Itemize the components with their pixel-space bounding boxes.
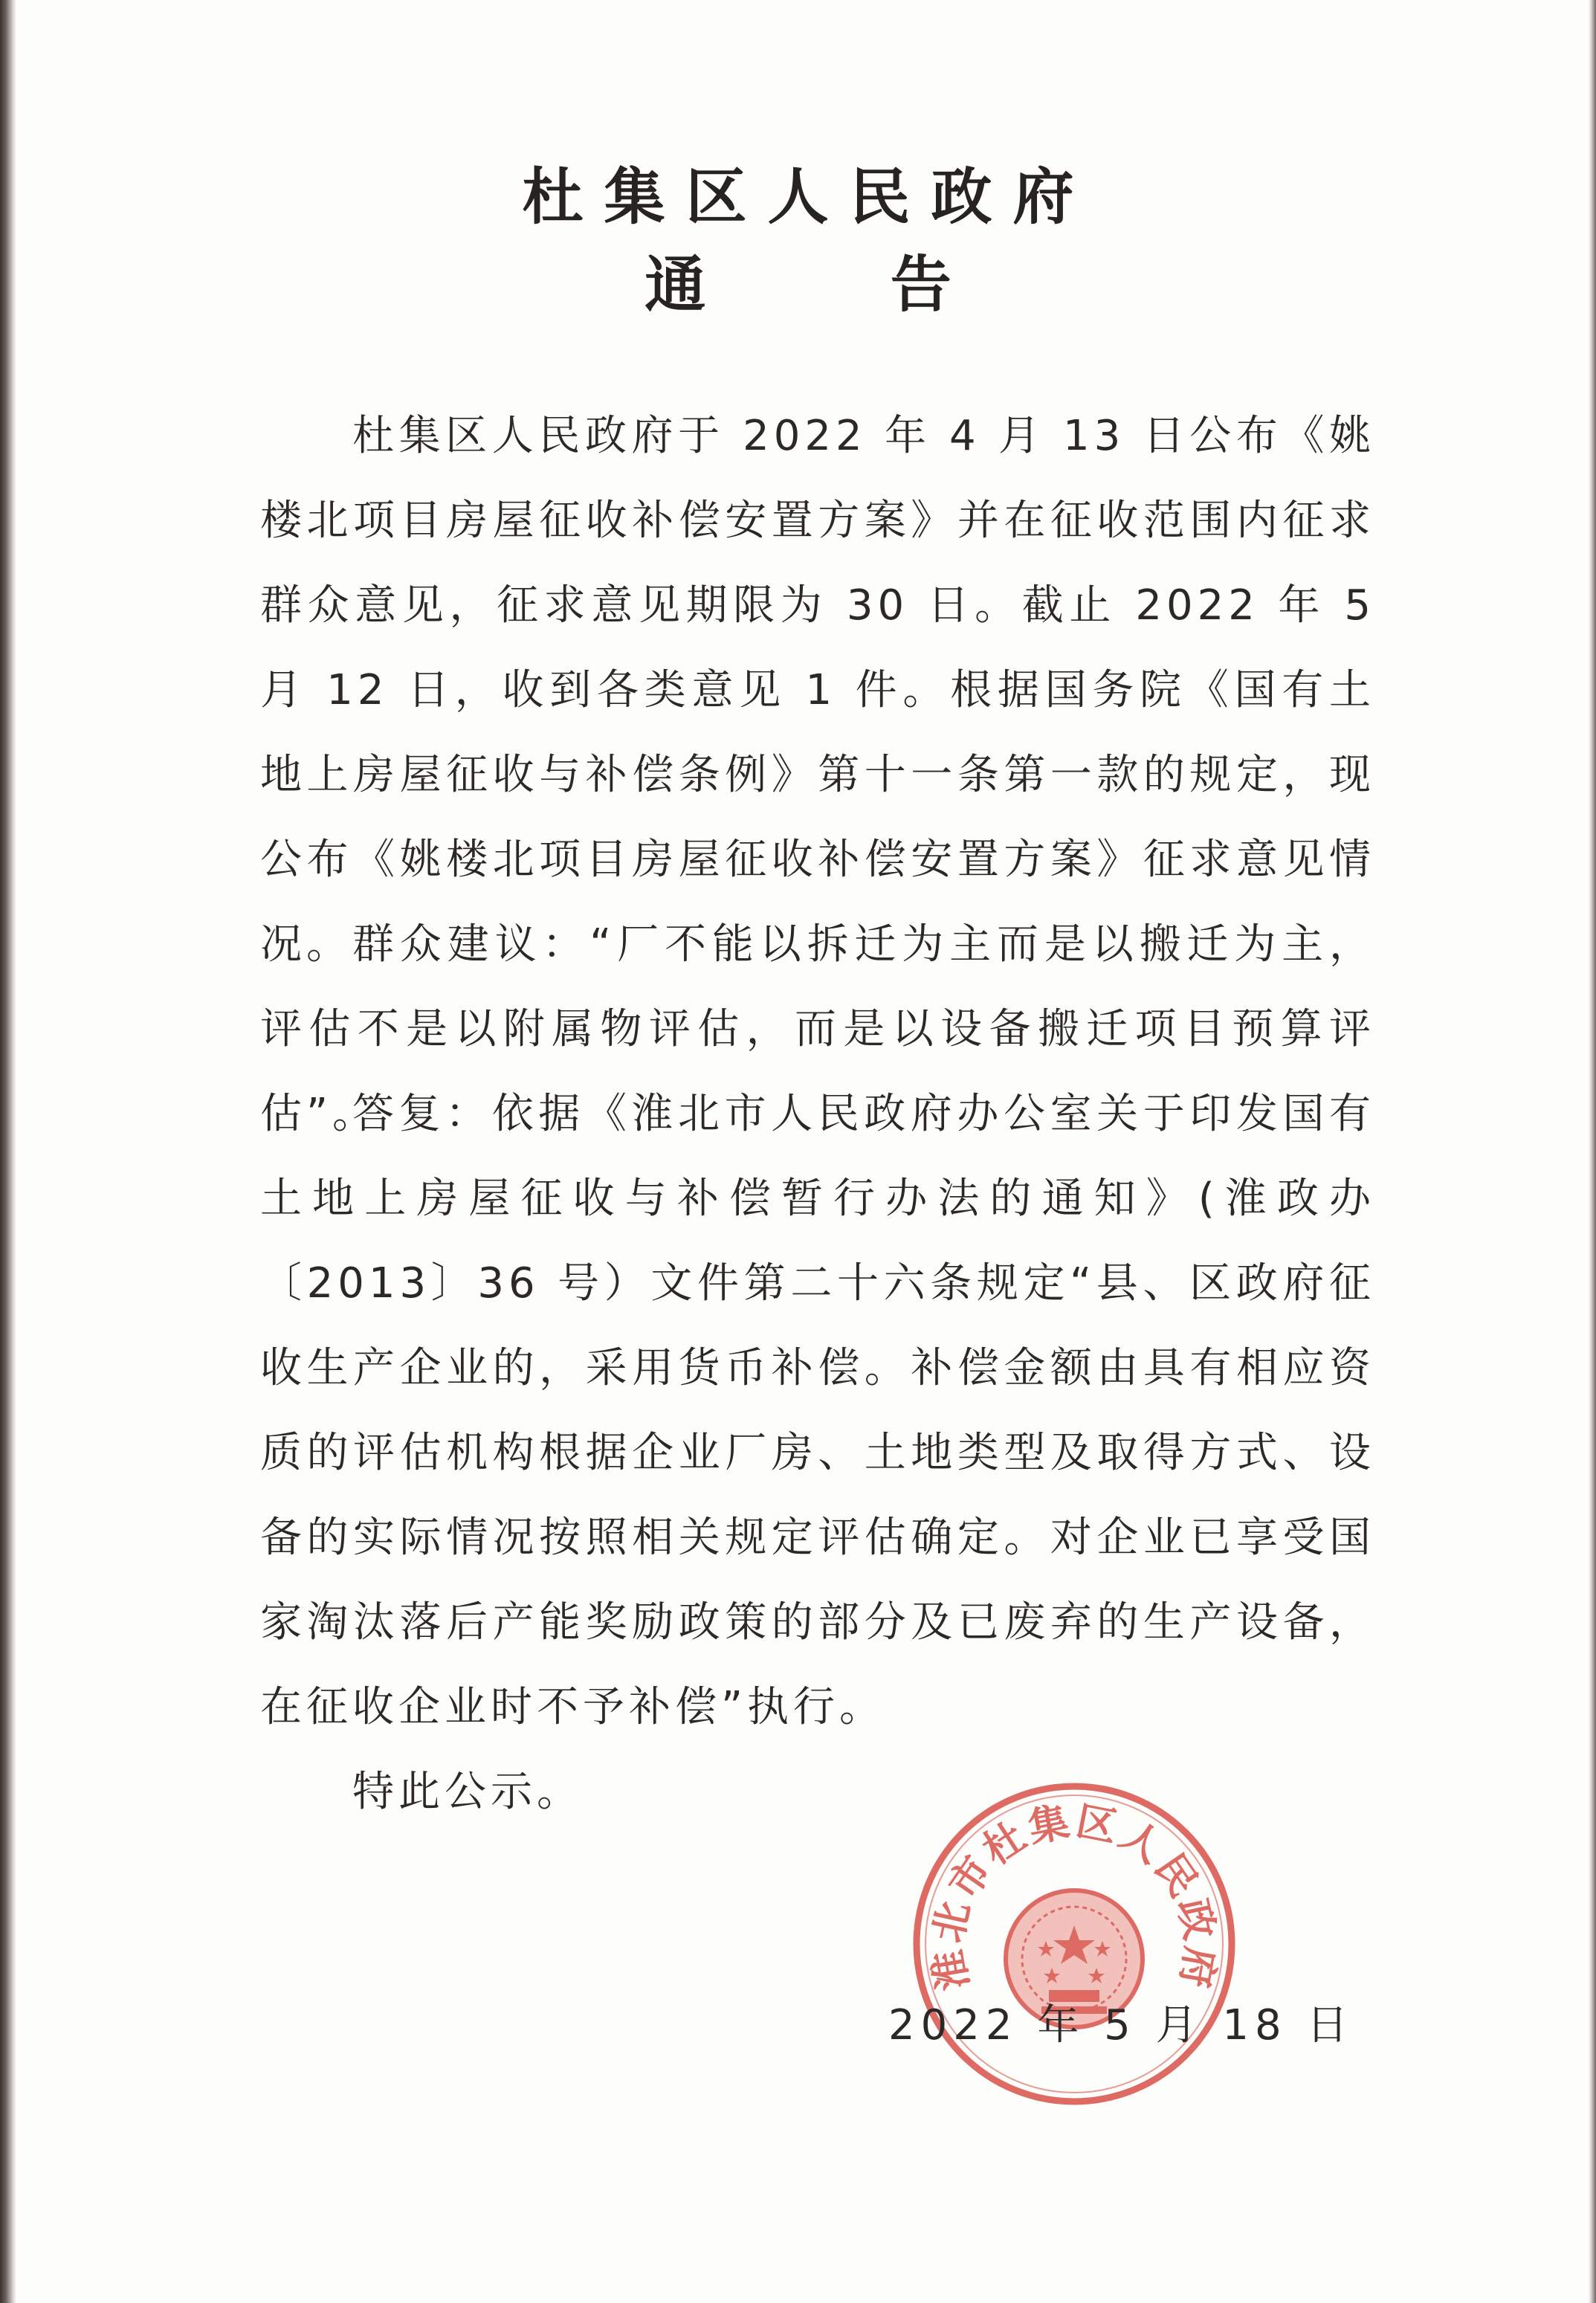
issue-date: 2022 年 5 月 18 日 <box>888 2001 1354 2050</box>
paragraph-reply: 答复：依据《淮北市人民政府办公室关于印发国有土地上房屋征收与补偿暂行办法的通知》(淮政办〔2013〕36 号）文件第二十六条规定“县、区政府征收生产企业的，采用货币补偿。补偿金额由具有相应资质的评估机构根据企业厂房、土地类型及取得方式、设备的实际情况按照相关规定评估确定。对企业已享受国家淘汰落后产能奖励政策的部分及已废弃的生产设备，在征收企业时不予补偿”执行。 <box>260 1090 1375 1731</box>
paragraph-intro: 杜集区人民政府于 2022 年 4 月 13 日公布《姚楼北项目房屋征收补偿安置方案》并在征收范围内征求群众意见，征求意见期限为 30 日。截止 2022 年 5 月 12 日，收到各类意见 1 件。根据国务院《国有土地上房屋征收与补偿条例》第十一条第一款的规定，现公布《姚楼北项目房屋征收补偿安置方案》征求意见情况。 <box>260 412 1376 969</box>
paragraph-closing: 特此公示。 <box>352 1768 583 1816</box>
official-seal <box>903 1773 1245 2115</box>
doc-type-title: 通 告 <box>644 249 1033 320</box>
paragraph-public-suggestion: 群众建议：“厂不能以拆迁为主而是以搬迁为主，评估不是以附属物评估，而是以设备搬迁项目预算评估”。 <box>260 920 1375 1138</box>
issuer-title: 杜集区人民政府 <box>522 161 1095 233</box>
page-left-edge-shadow <box>0 0 16 2303</box>
seal-text: 淮北市杜集区人民政府 <box>923 1796 1226 1994</box>
page-right-edge-shadow <box>1589 0 1596 2303</box>
